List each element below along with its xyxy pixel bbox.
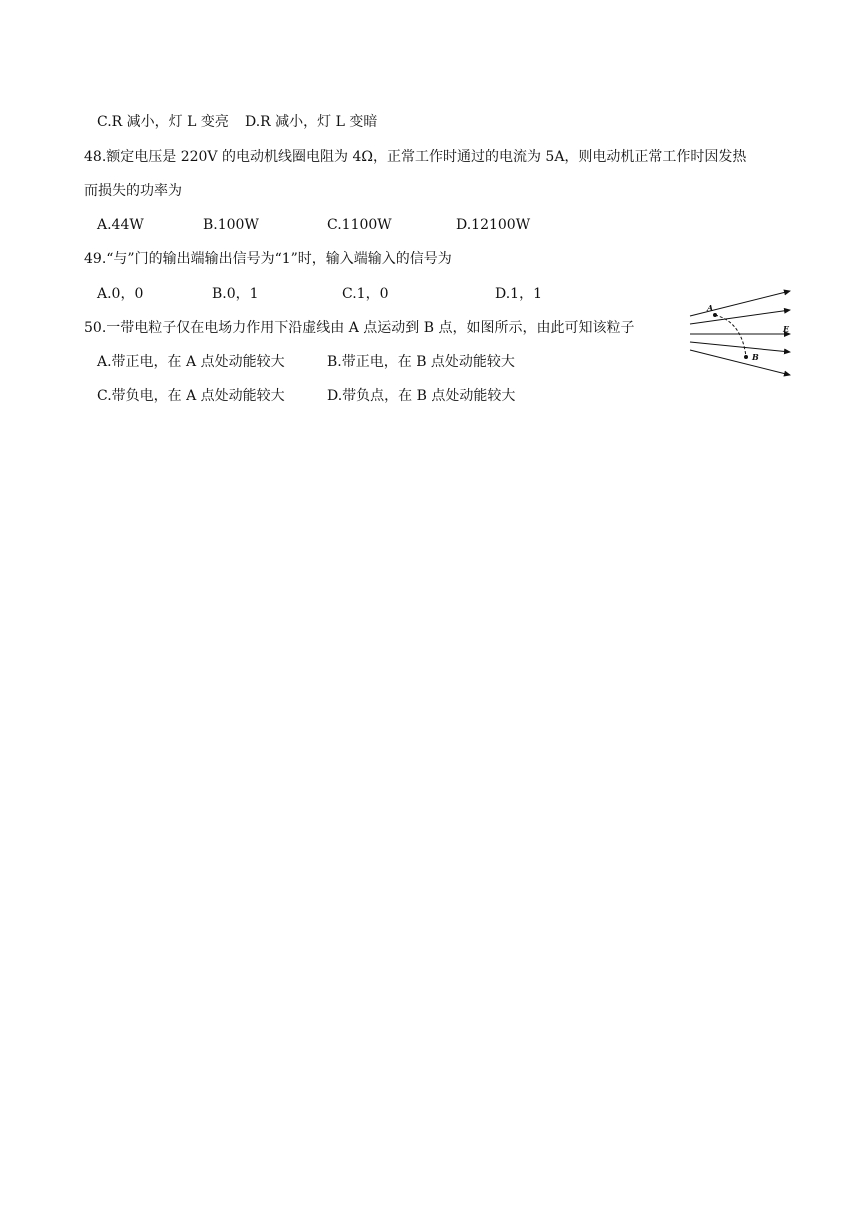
q50-option-c: C.带负电，在 A 点处动能较大 <box>97 388 285 404</box>
q50-stem: 50.一带电粒子仅在电场力作用下沿虚线由 A 点运动到 B 点，如图所示，由此可知该粒子 <box>84 320 635 336</box>
q49-option-d: D.1，1 <box>495 286 542 302</box>
point-a-label: A <box>707 303 714 313</box>
q48-option-a: A.44W <box>97 217 144 233</box>
q50-option-d: D.带负点，在 B 点处动能较大 <box>327 388 516 404</box>
q47-option-c: C.R 减小，灯 L 变亮 <box>97 114 229 130</box>
q48-stem-line2: 而损失的功率为 <box>84 183 182 199</box>
field-line-5 <box>690 350 790 375</box>
q50-option-a: A.带正电，在 A 点处动能较大 <box>97 354 285 370</box>
q48-stem-line1: 48.额定电压是 220V 的电动机线圈电阻为 4Ω，正常工作时通过的电流为 5A，则电动机正常工作时因发热 <box>84 149 747 165</box>
q49-option-c: C.1，0 <box>342 286 389 302</box>
q50-option-b: B.带正电，在 B 点处动能较大 <box>327 354 515 370</box>
electric-field-diagram <box>684 284 796 380</box>
field-e-label: E <box>783 324 790 334</box>
q48-option-d: D.12100W <box>456 217 531 233</box>
q48-option-b: B.100W <box>203 217 259 233</box>
point-b-dot <box>744 355 748 359</box>
q49-option-b: B.0，1 <box>212 286 259 302</box>
q49-stem: 49.“与”门的输出端输出信号为“1”时，输入端输入的信号为 <box>84 251 452 267</box>
field-line-4 <box>690 342 790 352</box>
electric-field-figure <box>684 284 796 380</box>
q49-option-a: A.0，0 <box>97 286 144 302</box>
particle-trajectory <box>715 315 746 357</box>
q47-option-d: D.R 减小，灯 L 变暗 <box>245 114 378 130</box>
q48-option-c: C.1100W <box>327 217 392 233</box>
point-b-label: B <box>752 352 759 362</box>
point-a-dot <box>713 313 717 317</box>
